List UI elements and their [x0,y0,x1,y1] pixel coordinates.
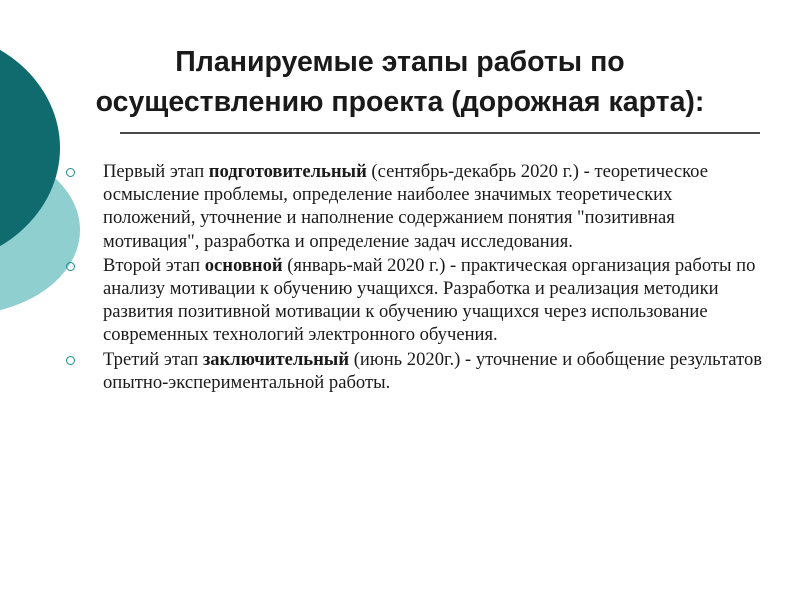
stage-prefix: Первый этап [103,161,209,182]
stages-list [66,160,766,395]
stage-term: подготовительный [208,161,367,182]
stage-item-final [66,348,766,394]
stage-description: (июнь 2020г.) - уточнение и обобщение результатов опытно-экспериментальной работы. [103,348,763,393]
title-divider [120,132,760,134]
stage-term: заключительный [202,348,350,370]
stage-description: (сентябрь-декабрь 2020 г.) - теоретическое осмысление проблемы, определение наиболее значимых теоретических положений, уточнение и наполнение содержанием понятия "позитивная мотивация", разработка и определение задач исследования. [103,161,708,252]
stage-prefix: Третий этап [103,348,203,370]
slide-title [20,42,780,122]
title-line-1: Планируемые этапы работы по [175,46,625,78]
circle-bullet-icon [66,356,75,365]
stage-item-main [66,254,766,347]
circle-bullet-icon [66,262,75,271]
stage-description: (январь-май 2020 г.) - практическая организация работы по анализу мотивации к обучению учащихся. Разработка и реализация методики развития позитивной мотивации к обучению учащихся через использование современных технологий электронного обучения. [103,254,756,346]
stage-prefix: Второй этап [103,254,205,276]
circle-bullet-icon [66,168,75,177]
stage-term: основной [204,254,283,276]
stage-item-preparatory [66,160,766,253]
title-line-2: осуществлению проекта (дорожная карта): [95,86,705,118]
